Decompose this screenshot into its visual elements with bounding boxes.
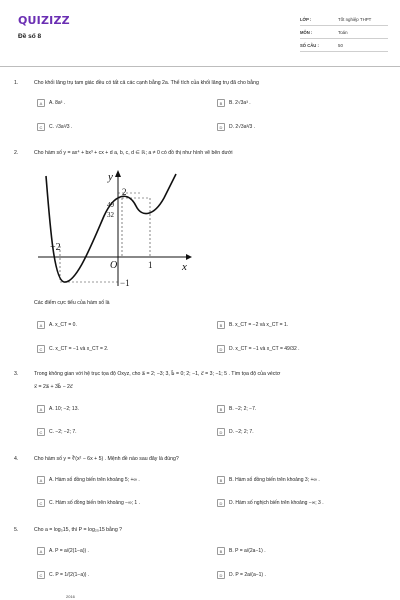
- q2-option-b[interactable]: [217, 320, 288, 330]
- meta-row-class: [300, 13, 388, 26]
- q5-option-d[interactable]: [217, 570, 266, 580]
- option-letter-box: A: [37, 547, 45, 555]
- option-text: C. x_CT = −1 và x_CT = 2.: [49, 346, 109, 352]
- option-letter-box: C: [37, 345, 45, 353]
- quizizz-logo: QUIZIZZ: [18, 14, 70, 27]
- meta-key: MÔN :: [300, 29, 313, 35]
- q3-option-c[interactable]: [37, 427, 77, 437]
- option-letter-box: B: [217, 547, 225, 555]
- meta-value: Toán: [338, 29, 348, 35]
- meta-table: [300, 13, 388, 52]
- q2-option-d[interactable]: [217, 344, 300, 354]
- document-title: Đề số 8: [18, 33, 42, 40]
- option-text: A. 10; −2; 13.: [49, 406, 79, 412]
- option-text: A. x_CT = 0.: [49, 322, 77, 328]
- question-subtext: Các điểm cực tiểu của hàm số là: [34, 300, 110, 306]
- option-letter-box: A: [37, 405, 45, 413]
- origin-label: O: [110, 260, 118, 271]
- option-letter-box: C: [37, 499, 45, 507]
- question-text-line2: x⃗ = 2a⃗ + 3b⃗ − 2c⃗: [34, 384, 73, 390]
- q5-option-a[interactable]: [37, 546, 89, 556]
- q4-option-d[interactable]: [217, 498, 324, 508]
- graph-label: −2: [50, 242, 61, 253]
- question-text: Cho a = log₃15, thì P = log₂₅15 bằng ?: [34, 527, 123, 533]
- option-letter-box: C: [37, 571, 45, 579]
- q1-option-d[interactable]: [217, 122, 255, 132]
- x-axis-arrow-icon: [186, 254, 192, 260]
- meta-value: Tốt nghiệp THPT: [338, 16, 372, 22]
- q4-option-c[interactable]: [37, 498, 140, 508]
- function-graph: [36, 166, 196, 290]
- option-text: D. x_CT = −1 và x_CT = 49/32 .: [229, 346, 300, 352]
- page-header: [0, 0, 400, 62]
- option-letter-box: A: [37, 99, 45, 107]
- option-text: B. −2; 2; −7.: [229, 406, 257, 412]
- question-number: 4.: [14, 456, 19, 462]
- option-letter-box: A: [37, 476, 45, 484]
- meta-key: LỚP :: [300, 16, 312, 22]
- q3-option-a[interactable]: [37, 404, 79, 414]
- option-letter-box: B: [217, 405, 225, 413]
- option-letter-box: A: [37, 321, 45, 329]
- x-axis-label: x: [182, 261, 187, 273]
- question-number: 3.: [14, 371, 19, 377]
- option-text: D. Hàm số nghịch biến trên khoảng −∞; 3 .: [229, 500, 324, 506]
- graph-label: 2: [122, 187, 127, 197]
- question-number: 1.: [14, 80, 19, 86]
- question-text: Cho khối lăng trụ tam giác đều có tất cả các cạnh bằng 2a. Thể tích của khối lăng trụ đã cho bằng: [34, 80, 259, 86]
- option-letter-box: B: [217, 476, 225, 484]
- option-letter-box: D: [217, 499, 225, 507]
- option-text: A. P = a/(2(1−a)) .: [49, 548, 89, 554]
- option-letter-box: D: [217, 571, 225, 579]
- option-letter-box: D: [217, 123, 225, 131]
- option-text: A. Hàm số đồng biến trên khoảng 5; +∞ .: [49, 477, 140, 483]
- meta-value: 50: [338, 42, 343, 48]
- option-text: D. P = 2a/(a−1) .: [229, 572, 266, 578]
- q2-option-c[interactable]: [37, 344, 108, 354]
- graph-label: 1: [148, 260, 153, 270]
- option-text: A. 8a³ .: [49, 100, 66, 106]
- graph-label: −1: [120, 278, 130, 288]
- option-text: D. −2; 2; 7.: [229, 429, 254, 435]
- q5-option-b[interactable]: [217, 546, 266, 556]
- q5-option-c[interactable]: [37, 570, 89, 580]
- option-letter-box: D: [217, 345, 225, 353]
- graph-label: 49: [107, 201, 114, 209]
- option-text: C. Hàm số đồng biến trên khoảng −∞; 1 .: [49, 500, 140, 506]
- meta-row-subject: [300, 26, 388, 39]
- option-text: B. Hàm số đồng biến trên khoảng 3; +∞ .: [229, 477, 320, 483]
- question-text: Cho hàm số y = ax⁴ + bx³ + cx + d a, b, c, d ∈ ℝ; a ≠ 0 có đồ thị như hình vẽ bên dưới: [34, 150, 233, 156]
- option-text: C. −2; −2; 7.: [49, 429, 77, 435]
- q1-option-a[interactable]: [37, 98, 65, 108]
- option-text: D. 2√3a³/3 .: [229, 124, 256, 130]
- q4-option-a[interactable]: [37, 475, 140, 485]
- question-text: Trong không gian với hệ trục tọa độ Oxyz, cho a⃗ = 2; −3; 3, b⃗ = 0; 2; −1, c⃗ = 3; −1; 5 . Tìm tọa độ của véctơ: [34, 371, 281, 377]
- meta-key: SỐ CÂU :: [300, 42, 319, 48]
- y-axis-arrow-icon: [115, 170, 121, 177]
- footer-text: 2016: [66, 594, 75, 599]
- option-letter-box: C: [37, 123, 45, 131]
- meta-row-count: [300, 39, 388, 52]
- option-letter-box: D: [217, 428, 225, 436]
- y-axis-label: y: [108, 171, 113, 183]
- q1-option-c[interactable]: [37, 122, 72, 132]
- header-divider: [0, 66, 400, 67]
- option-text: C. √3a³/3 .: [49, 124, 73, 130]
- option-text: B. 2√3a³ .: [229, 100, 251, 106]
- option-text: B. x_CT = −2 và x_CT = 1.: [229, 322, 289, 328]
- q2-option-a[interactable]: [37, 320, 77, 330]
- question-number: 5.: [14, 527, 19, 533]
- option-text: C. P = 1/(2(1−a)) .: [49, 572, 90, 578]
- question-number: 2.: [14, 150, 19, 156]
- graph-label: 32: [107, 211, 114, 219]
- option-letter-box: B: [217, 321, 225, 329]
- q4-option-b[interactable]: [217, 475, 320, 485]
- option-letter-box: B: [217, 99, 225, 107]
- q1-option-b[interactable]: [217, 98, 251, 108]
- q3-option-d[interactable]: [217, 427, 254, 437]
- option-text: B. P = a/(2a−1) .: [229, 548, 266, 554]
- question-text: Cho hàm số y = ∛(x² − 6x + 5) . Mệnh đề nào sau đây là đúng?: [34, 456, 179, 462]
- q3-option-b[interactable]: [217, 404, 256, 414]
- option-letter-box: C: [37, 428, 45, 436]
